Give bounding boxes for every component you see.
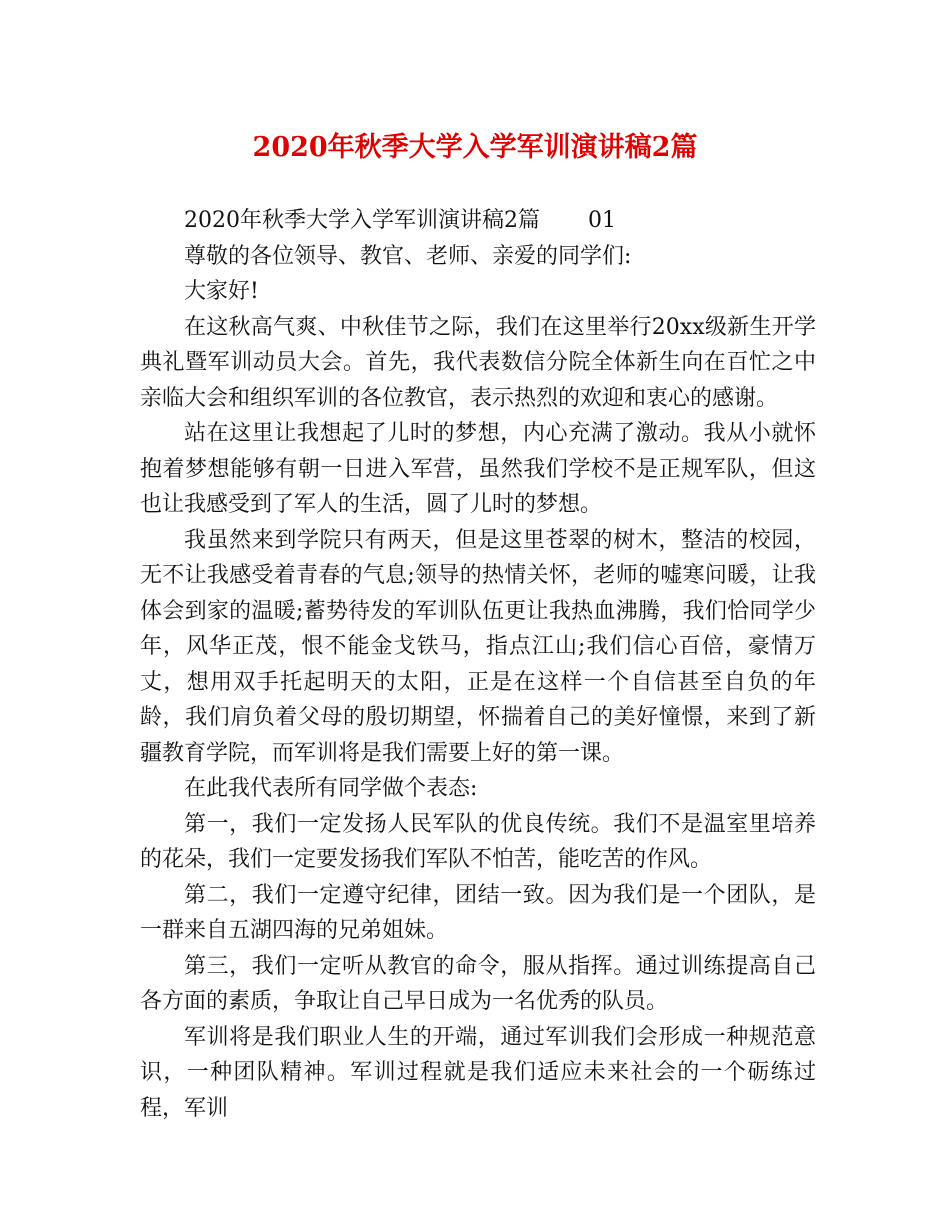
- paragraph-statement-intro: 在此我代表所有同学做个表态:: [184, 776, 478, 801]
- document-body: [140, 203, 816, 1126]
- salutation: 尊敬的各位领导、教官、老师、亲爱的同学们:: [184, 243, 632, 269]
- paragraph-closing: 军训将是我们职业人生的开端，通过军训我们会形成一种规范意识，一种团队精神。军训过程就是我们适应未来社会的一个砺练过程，军训: [140, 1024, 816, 1121]
- paragraph-point-two: 第二，我们一定遵守纪律，团结一致。因为我们是一个团队，是一群来自五湖四海的兄弟姐妹。: [140, 882, 816, 943]
- section-heading: [140, 203, 816, 239]
- paragraph-point-three: 第三，我们一定听从教官的命令，服从指挥。通过训练提高自己各方面的素质，争取让自己早日成为一名优秀的队员。: [140, 953, 816, 1014]
- paragraph-point-one: 第一，我们一定发扬人民军队的优良传统。我们不是温室里培养的花朵，我们一定要发扬我们军队不怕苦，能吃苦的作风。: [140, 811, 816, 872]
- section-heading-text: 2020年秋季大学入学军训演讲稿2篇: [184, 208, 540, 233]
- paragraph-opening: 在这秋高气爽、中秋佳节之际，我们在这里举行20xx级新生开学典礼暨军训动员大会。首先，我代表数信分院全体新生向在百忙之中亲临大会和组织军训的各位教官，表示热烈的欢迎和衷心的感谢。: [140, 314, 816, 411]
- greeting: 大家好!: [184, 279, 259, 304]
- paragraph-campus: 我虽然来到学院只有两天，但是这里苍翠的树木，整洁的校园，无不让我感受着青春的气息;领导的热情关怀，老师的嘘寒问暖，让我体会到家的温暖;蓄势待发的军训队伍更让我热血沸腾，我们恰同学少年，风华正茂，恨不能金戈铁马，指点江山;我们信心百倍，豪情万丈，想用双手托起明天的太阳，正是在这样一个自信甚至自负的年龄，我们肩负着父母的殷切期望，怀揣着自己的美好憧憬，来到了新疆教育学院，而军训将是我们需要上好的第一课。: [140, 527, 816, 766]
- section-number: 01: [588, 208, 616, 233]
- document-title: 2020年秋季大学入学军训演讲稿2篇: [252, 132, 698, 163]
- paragraph-dream: 站在这里让我想起了儿时的梦想，内心充满了激动。我从小就怀抱着梦想能够有朝一日进入军营，虽然我们学校不是正规军队，但这也让我感受到了军人的生活，圆了儿时的梦想。: [140, 421, 816, 517]
